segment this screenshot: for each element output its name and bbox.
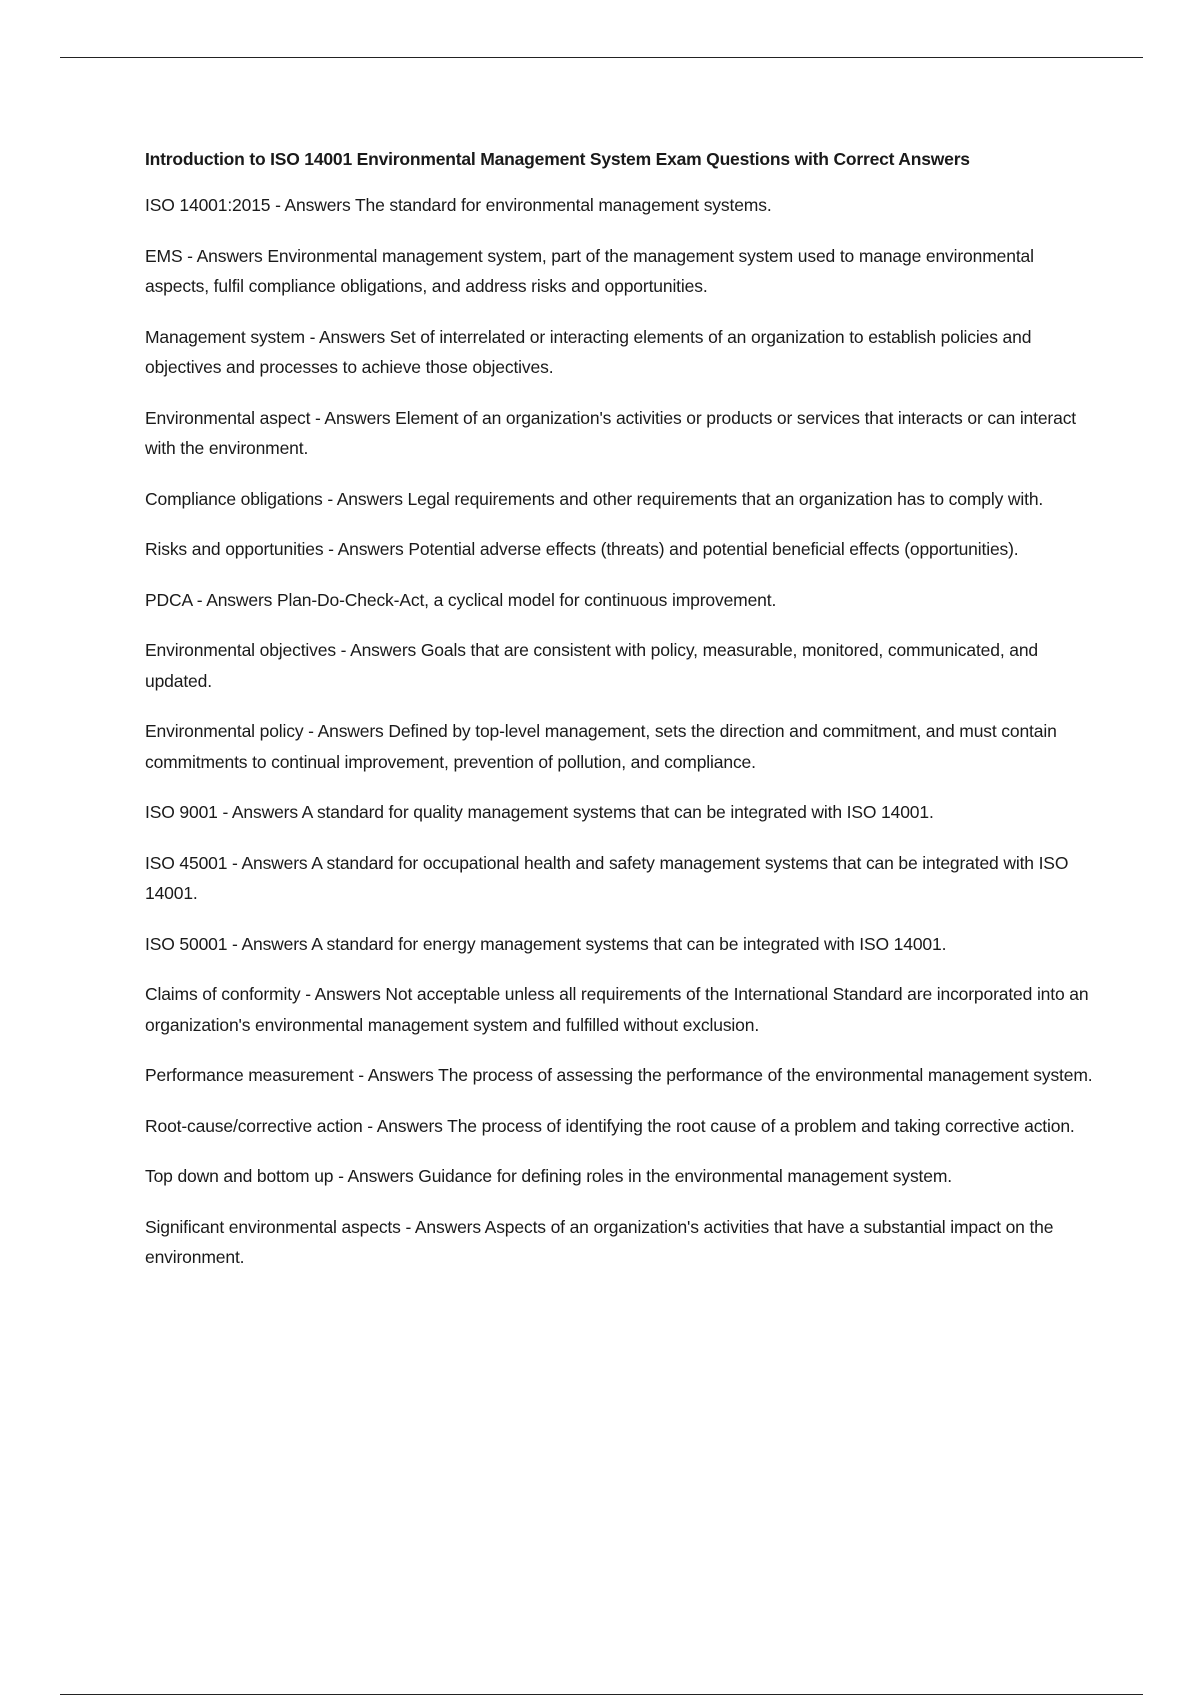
header-rule bbox=[60, 57, 1143, 58]
document-body bbox=[145, 146, 1095, 1293]
qa-item: ISO 14001:2015 - Answers The standard for environmental management systems. bbox=[145, 195, 772, 215]
qa-item: Risks and opportunities - Answers Potential adverse effects (threats) and potential beneficial effects (opportunities). bbox=[145, 539, 1019, 559]
qa-item: Management system - Answers Set of interrelated or interacting elements of an organization to establish policies and objectives and processes to achieve those objectives. bbox=[145, 326, 1032, 377]
qa-item: ISO 45001 - Answers A standard for occupational health and safety management systems that can be integrated with ISO 14001. bbox=[145, 852, 1069, 903]
qa-list bbox=[145, 190, 1095, 1273]
qa-item: ISO 50001 - Answers A standard for energy management systems that can be integrated with ISO 14001. bbox=[145, 933, 947, 954]
qa-item: Claims of conformity - Answers Not acceptable unless all requirements of the International Standard are incorporated into an organization's environmental management system and fulfilled without exclusion. bbox=[145, 984, 1089, 1035]
qa-item: Environmental policy - Answers Defined by top-level management, sets the direction and commitment, and must contain commitments to continual improvement, prevention of pollution, and compliance. bbox=[145, 721, 1057, 772]
qa-item: Top down and bottom up - Answers Guidance for defining roles in the environmental management system. bbox=[145, 1166, 952, 1186]
qa-item: EMS - Answers Environmental management system, part of the management system used to manage environmental aspects, fulfil compliance obligations, and address risks and opportunities. bbox=[145, 245, 1034, 296]
qa-item: Performance measurement - Answers The process of assessing the performance of the environmental management system. bbox=[145, 1065, 1093, 1085]
qa-item: PDCA - Answers Plan-Do-Check-Act, a cyclical model for continuous improvement. bbox=[145, 589, 777, 610]
qa-item: Environmental aspect - Answers Element of an organization's activities or products or services that interacts or can interact with the environment. bbox=[145, 407, 1077, 458]
qa-item: Root-cause/corrective action - Answers The process of identifying the root cause of a problem and taking corrective action. bbox=[145, 1115, 1075, 1136]
qa-item: ISO 9001 - Answers A standard for quality management systems that can be integrated with ISO 14001. bbox=[145, 802, 934, 822]
qa-item: Compliance obligations - Answers Legal requirements and other requirements that an organization has to comply with. bbox=[145, 488, 1044, 509]
footer-rule bbox=[60, 1694, 1143, 1695]
qa-item: Environmental objectives - Answers Goals that are consistent with policy, measurable, monitored, communicated, and updated. bbox=[145, 640, 1039, 691]
qa-item: Significant environmental aspects - Answers Aspects of an organization's activities that have a substantial impact on the environment. bbox=[145, 1216, 1054, 1267]
document-title: Introduction to ISO 14001 Environmental Management System Exam Questions with Correct Answers bbox=[145, 149, 970, 169]
